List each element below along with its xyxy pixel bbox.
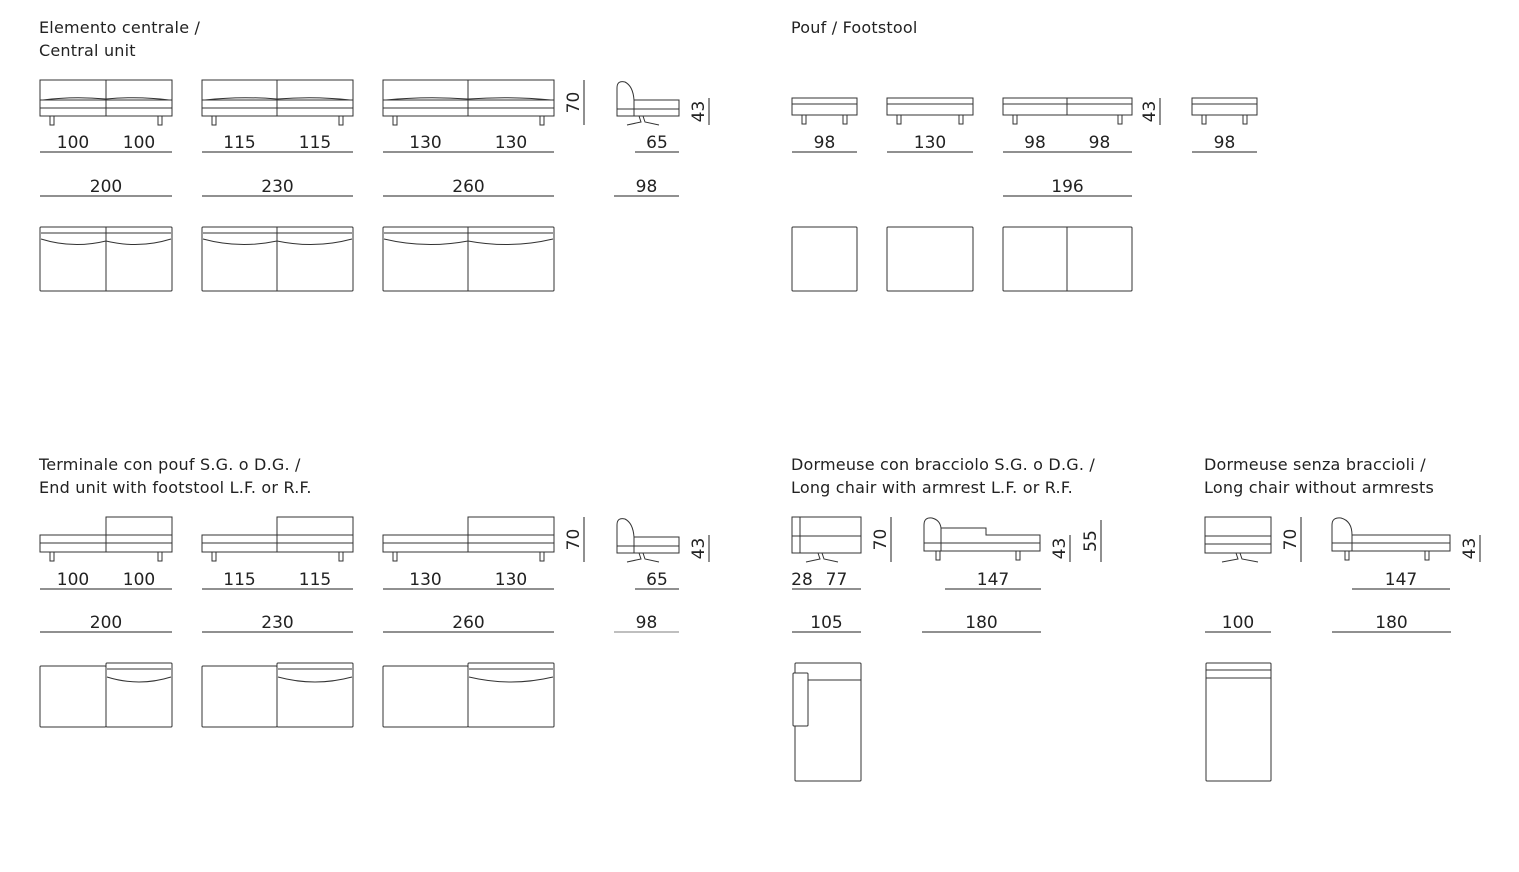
- central-seat-dim-label: 100: [56, 133, 90, 153]
- sofa-leg: [1243, 115, 1247, 124]
- sofa-leg: [1202, 115, 1206, 124]
- plan-footstool: [202, 666, 277, 727]
- footstool-width-dim-label: 98: [813, 133, 836, 153]
- end-total-dim-label: 260: [452, 613, 485, 633]
- central-seat-dim-label: 115: [298, 133, 332, 153]
- end-height-dim-label: 70: [564, 528, 584, 551]
- end-seat-dim-label: 100: [122, 570, 156, 590]
- footstool-width-dim-label: 98: [1088, 133, 1111, 153]
- swivel-base: [1240, 553, 1258, 562]
- end-depth-dim-label: 98: [635, 613, 658, 633]
- sofa-leg: [897, 115, 901, 124]
- end-seat-dim-label: 115: [223, 570, 256, 590]
- plan-seat-back: [106, 663, 172, 727]
- title-central-unit-it: Elemento centrale /: [39, 18, 201, 37]
- title-end-unit-it: Terminale con pouf S.G. o D.G. /: [39, 455, 301, 474]
- footstool-front: [887, 98, 973, 115]
- long-chair-height-dim-label: 70: [1281, 528, 1301, 551]
- long-chair-front: [1205, 517, 1271, 553]
- swivel-base: [643, 553, 659, 562]
- long-chair-seat-length-dim-label: 147: [976, 570, 1010, 590]
- footstool-front: [792, 98, 857, 115]
- sofa-leg: [393, 552, 397, 561]
- footstool-width-dim-label: 130: [913, 133, 947, 153]
- long-chair-arm-dim-label: 28: [791, 570, 813, 590]
- backrest-block: [106, 517, 172, 537]
- long-chair-seat-height-dim-label: 43: [1460, 537, 1480, 560]
- sofa-leg: [1118, 115, 1122, 124]
- long-chair-plan-armrest: [793, 673, 808, 726]
- footstool-group: [792, 98, 1257, 291]
- central-seat-dim-label: 100: [122, 133, 156, 153]
- long-chair-front: [792, 517, 861, 553]
- swivel-base: [806, 553, 820, 562]
- central-seat-depth-dim-label: 65: [646, 133, 668, 153]
- plan-seat-back: [468, 663, 554, 727]
- central-total-dim-label: 200: [89, 177, 123, 197]
- end-seat-depth-dim-label: 65: [646, 570, 668, 590]
- footstool-total-dim-label: 196: [1051, 177, 1084, 197]
- sofa-leg: [393, 116, 397, 125]
- sofa-leg: [212, 552, 216, 561]
- long-chair-plan: [1206, 663, 1271, 781]
- swivel-base: [643, 116, 659, 125]
- swivel-base: [1222, 553, 1238, 562]
- end-total-dim-label: 200: [89, 613, 123, 633]
- long-chair-front-total-dim-label: 105: [810, 613, 843, 633]
- long-chair-height-dim-label: 70: [871, 528, 891, 551]
- central-seat-dim-label: 115: [223, 133, 256, 153]
- title-long-chair-no-armrests-it: Dormeuse senza braccioli /: [1204, 455, 1426, 474]
- central-seat-dim-label: 130: [409, 133, 442, 153]
- footstool-plan: [887, 227, 973, 291]
- title-long-chair-armrest-en: Long chair with armrest L.F. or R.F.: [791, 477, 1073, 497]
- footstool-front: [1192, 98, 1257, 115]
- long-chair-side-total-dim-label: 180: [1375, 613, 1408, 633]
- end-seat-dim-label: 130: [494, 570, 528, 590]
- central-height-dim-label: 70: [564, 91, 584, 114]
- long-chair-seat-length-dim-label: 147: [1384, 570, 1418, 590]
- end-total-dim-label: 230: [261, 613, 294, 633]
- long-chair-back-height-dim-label: 55: [1081, 530, 1101, 552]
- central-total-dim-label: 230: [261, 177, 294, 197]
- sofa-leg: [936, 551, 940, 560]
- backrest-block: [468, 517, 554, 537]
- footstool-width-dim-label: 98: [1213, 133, 1236, 153]
- title-long-chair-armrest-it: Dormeuse con bracciolo S.G. o D.G. /: [791, 455, 1095, 474]
- swivel-base: [627, 553, 641, 562]
- central-unit-group: [40, 80, 709, 291]
- long-chair-side-total-dim-label: 180: [965, 613, 998, 633]
- sofa-leg: [50, 552, 54, 561]
- backrest-block: [277, 517, 353, 537]
- sofa-leg: [339, 552, 343, 561]
- plan-seat-back: [277, 663, 353, 727]
- sofa-leg: [50, 116, 54, 125]
- sofa-leg: [540, 116, 544, 125]
- central-total-dim-label: 260: [452, 177, 485, 197]
- sofa-leg: [339, 116, 343, 125]
- long-chair-no-armrest-group: [1205, 517, 1480, 781]
- sofa-leg: [1425, 551, 1429, 560]
- title-central-unit-en: Central unit: [39, 40, 136, 60]
- long-chair-armrest-group: [791, 517, 1101, 781]
- end-seat-dim-label: 115: [298, 570, 332, 590]
- sofa-leg: [1016, 551, 1020, 560]
- central-depth-dim-label: 98: [635, 177, 658, 197]
- footstool-height-dim-label: 43: [1140, 100, 1160, 123]
- plan-footstool: [40, 666, 106, 727]
- swivel-base: [822, 553, 838, 562]
- central-seat-dim-label: 130: [494, 133, 528, 153]
- long-chair-seat-height-dim-label: 43: [1050, 537, 1070, 560]
- sofa-leg: [1345, 551, 1349, 560]
- swivel-base: [627, 116, 641, 125]
- sofa-leg: [843, 115, 847, 124]
- sofa-leg: [802, 115, 806, 124]
- title-end-unit-en: End unit with footstool L.F. or R.F.: [39, 477, 312, 497]
- long-chair-side-outline: [1332, 518, 1450, 551]
- long-chair-front-total-dim-label: 100: [1221, 613, 1255, 633]
- end-seat-dim-label: 130: [409, 570, 442, 590]
- end-seat-height-dim-label: 43: [689, 537, 709, 560]
- sofa-leg: [1013, 115, 1017, 124]
- footstool-width-dim-label: 98: [1024, 133, 1046, 153]
- sofa-leg: [959, 115, 963, 124]
- sofa-leg: [212, 116, 216, 125]
- plan-footstool: [383, 666, 468, 727]
- long-chair-seat-dim-label: 77: [825, 570, 848, 590]
- end-seat-dim-label: 100: [56, 570, 90, 590]
- sofa-leg: [158, 116, 162, 125]
- sofa-leg: [158, 552, 162, 561]
- sofa-leg: [540, 552, 544, 561]
- end-unit-group: [40, 517, 709, 727]
- footstool-plan: [792, 227, 857, 291]
- side-profile-outline: [617, 82, 679, 116]
- side-profile-outline: [617, 519, 679, 553]
- title-long-chair-no-armrests-en: Long chair without armrests: [1204, 477, 1434, 497]
- central-seat-height-dim-label: 43: [689, 100, 709, 123]
- title-footstool-label: Pouf / Footstool: [791, 18, 918, 37]
